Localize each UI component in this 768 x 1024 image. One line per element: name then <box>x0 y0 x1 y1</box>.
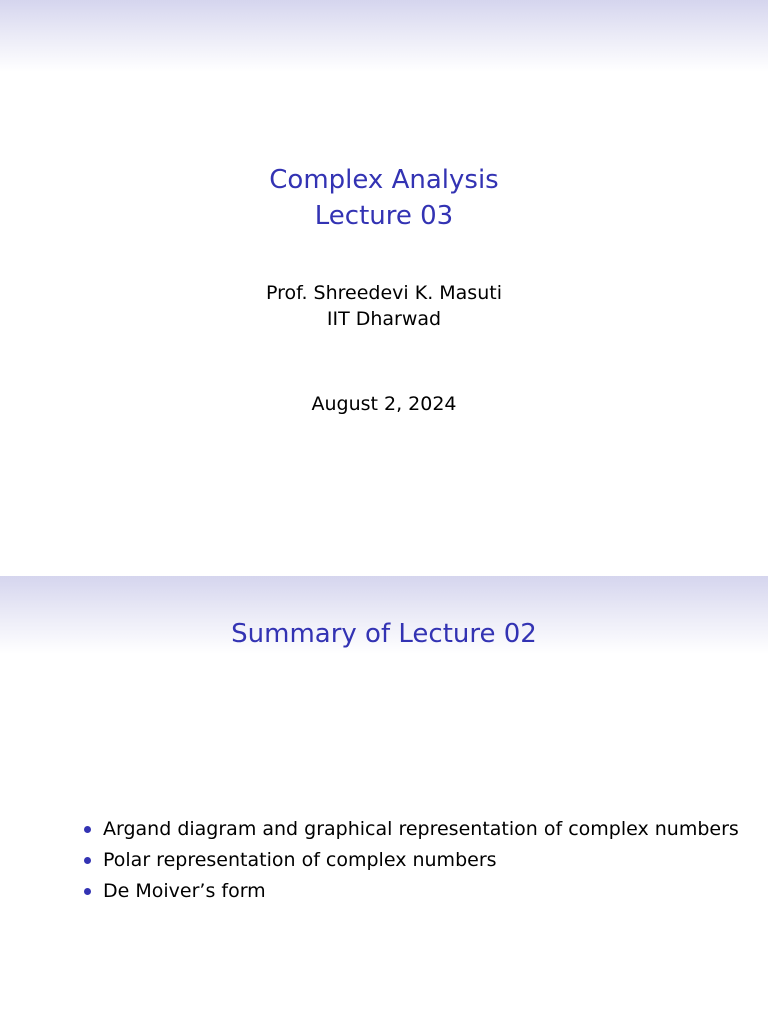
bullet-text: De Moiver’s form <box>103 880 266 902</box>
list-item <box>80 845 739 876</box>
summary-slide <box>0 576 768 1024</box>
author-block <box>0 280 768 332</box>
presentation-subtitle: Lecture 03 <box>314 201 454 231</box>
date-block <box>0 391 768 417</box>
bullet-icon <box>84 826 91 833</box>
bullet-text: Polar representation of complex numbers <box>103 849 497 871</box>
institute-name: IIT Dharwad <box>326 308 442 330</box>
header-band <box>0 0 768 72</box>
list-item <box>80 814 739 845</box>
presentation-title: Complex Analysis <box>269 165 499 195</box>
presentation-date: August 2, 2024 <box>311 393 457 415</box>
bullet-icon <box>84 857 91 864</box>
list-item <box>80 876 739 907</box>
summary-bullet-list <box>80 814 739 907</box>
title-block <box>0 162 768 234</box>
author-name: Prof. Shreedevi K. Masuti <box>266 282 502 304</box>
bullet-text: Argand diagram and graphical representation of complex numbers <box>103 818 739 840</box>
frame-title: Summary of Lecture 02 <box>231 619 537 649</box>
bullet-icon <box>84 888 91 895</box>
